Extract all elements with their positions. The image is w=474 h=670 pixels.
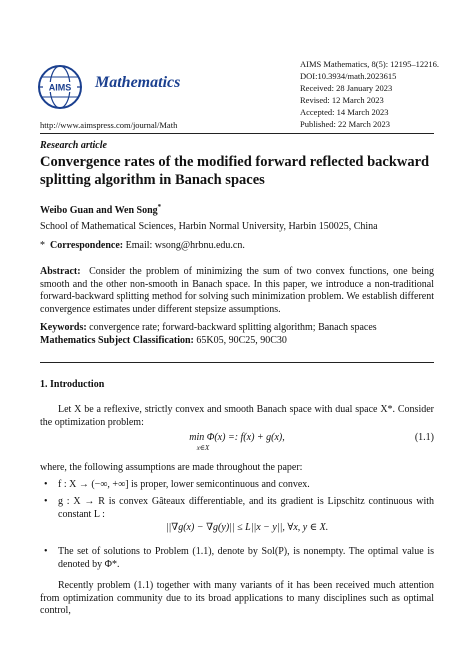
intro-paragraph-2: where, the following assumptions are made throughout the paper: [40, 462, 303, 473]
equation-1 [40, 432, 434, 443]
meta-line: AIMS Mathematics, 8(5): 12195–12216. [300, 59, 440, 69]
header-divider [40, 133, 434, 134]
bullet-marker: • [44, 546, 48, 557]
keywords-block [40, 322, 440, 347]
intro-paragraph-1: Let X be a reflexive, strictly convex and smooth Banach space with dual space X*. Consider the optimization problem: [40, 404, 434, 428]
bullet-item: f : X → (−∞, +∞] is proper, lower semicontinuous and convex. [58, 479, 310, 490]
abstract-text: Consider the problem of minimizing the sum of two convex functions, one being smooth and the other non-smooth in Banach space. In this paper, we introduce a non-traditional forward-backward splitting method for solving such minimization problem. We establish different convergence estimates under different stepsize assumptions. [40, 266, 434, 315]
keywords-label: Keywords: [40, 322, 87, 333]
authors [40, 203, 161, 216]
meta-line: Received: 28 January 2023 [300, 83, 393, 93]
meta-line: Accepted: 14 March 2023 [300, 107, 389, 117]
bullet-item: The set of solutions to Problem (1.1), denote by Sol(P), is nonempty. The optimal value is denoted by Φ*. [58, 546, 434, 570]
publication-meta [300, 58, 439, 130]
svg-text:AIMS: AIMS [48, 82, 72, 93]
correspondence: * Correspondence: Email: wsong@hrbnu.edu.cn. [40, 240, 245, 251]
meta-line: Published: 22 March 2023 [300, 119, 390, 129]
aims-logo-icon [37, 64, 83, 110]
equation-1-text: min Φ(x) =: f(x) + g(x), [189, 432, 285, 443]
affiliation: School of Mathematical Sciences, Harbin Normal University, Harbin 150025, China [40, 221, 378, 232]
correspondence-label: Correspondence: [50, 240, 124, 251]
equation-2: ||∇g(x) − ∇g(y)|| ≤ L||x − y||, ∀x, y ∈ X. [165, 522, 329, 533]
journal-url[interactable]: http://www.aimspress.com/journal/Math [40, 120, 178, 130]
meta-line[interactable]: DOI:10.3934/math.2023615 [300, 71, 397, 81]
abstract-divider [40, 362, 434, 363]
author-names: Weibo Guan and Wen Song [40, 205, 158, 216]
bullet-item: g : X → R is convex Gâteaux differentiable, and its gradient is Lipschitz continuous with constant L : [58, 496, 434, 520]
bullet-marker: • [44, 496, 48, 507]
intro-paragraph-3: Recently problem (1.1) together with many variants of it has been received much attention from optimization community due to its broad applications to many disciplines such as optimal control, [40, 580, 434, 616]
abstract-label: Abstract: [40, 266, 81, 277]
abstract [40, 266, 434, 316]
keywords-text: convergence rate; forward-backward splitting algorithm; Banach spaces [89, 322, 377, 333]
meta-line: Revised: 12 March 2023 [300, 95, 384, 105]
corresponding-mark: * [157, 203, 162, 211]
msc-text: 65K05, 90C25, 90C30 [196, 334, 287, 346]
equation-1-subscript: x∈X [196, 444, 210, 452]
correspondence-email[interactable]: Email: wsong@hrbnu.edu.cn. [125, 240, 245, 251]
journal-name: Mathematics [95, 74, 181, 91]
equation-1-number: (1.1) [414, 432, 434, 443]
msc-label: Mathematics Subject Classification: [40, 334, 194, 346]
section-heading: 1. Introduction [40, 379, 105, 390]
article-title: Convergence rates of the modified forward reflected backward splitting algorithm in Banach spaces [40, 154, 430, 188]
bullet-marker: • [44, 479, 48, 490]
article-type: Research article [40, 140, 107, 151]
